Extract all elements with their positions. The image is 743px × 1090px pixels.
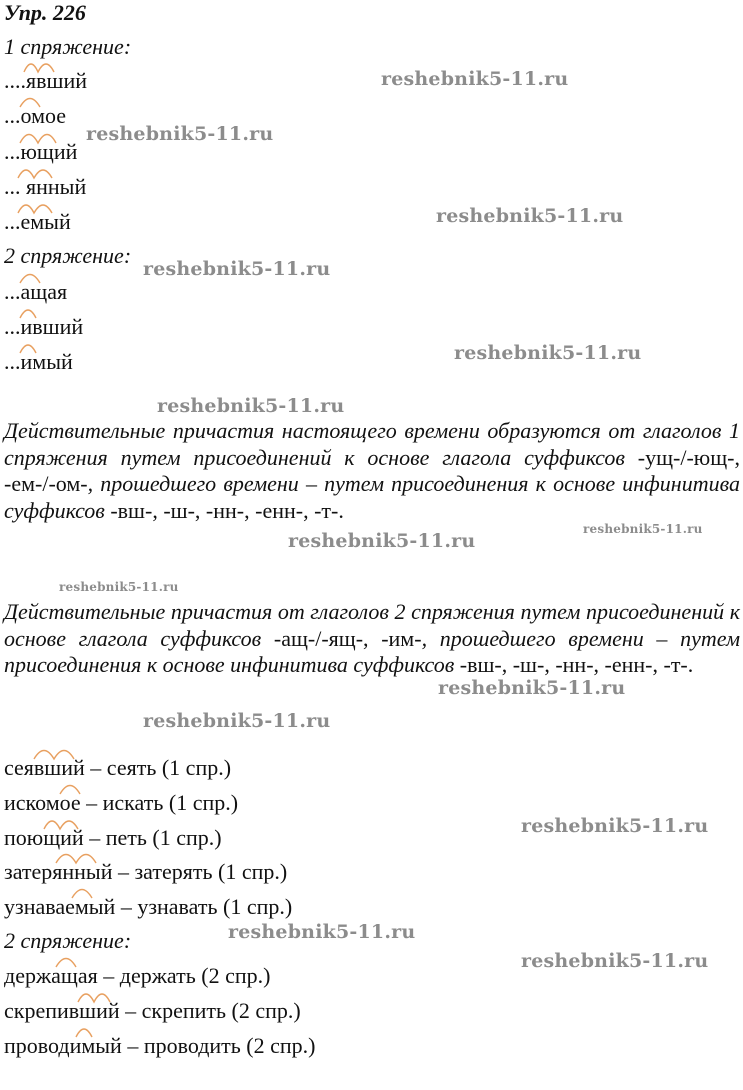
- watermark-text: reshebnik5-11.ru: [438, 677, 626, 699]
- section1-item: ....явший: [4, 68, 87, 93]
- example-line: держащая – держать (2 спр.): [4, 963, 271, 988]
- suffix-arc: [20, 135, 56, 144]
- suffix-arc: [18, 170, 52, 178]
- rule-text: , прошедшего времени – путем присоединения к основе инфинитива суффиксов: [4, 625, 740, 677]
- watermark-text: reshebnik5-11.ru: [381, 68, 569, 90]
- suffix-arc: [56, 959, 76, 968]
- example-line: искомое – искать (1 спр.): [4, 790, 239, 815]
- suffix-arc: [44, 821, 78, 829]
- rule-text: Действительные причастия от глаголов 2 спряжения путем присоединений к основе глагола суффиксов: [4, 599, 740, 651]
- suffix-arc: [34, 751, 74, 760]
- watermark-text: reshebnik5-11.ru: [59, 580, 179, 594]
- section2-item: ...ивший: [4, 314, 84, 339]
- suffix-arc: [20, 345, 36, 353]
- suffix-arc: [20, 310, 36, 318]
- examples2-heading: 2 спряжение:: [4, 928, 132, 953]
- watermark-text: reshebnik5-11.ru: [521, 950, 709, 972]
- suffix-arc: [56, 855, 96, 864]
- watermark-text: reshebnik5-11.ru: [143, 258, 331, 280]
- section1-item: ...ющий: [4, 139, 78, 164]
- example-line: сеявший – сеять (1 спр.): [4, 755, 232, 780]
- suffix-arc: [78, 994, 110, 1002]
- suffix-arc: [60, 786, 80, 795]
- example-line: проводимый – проводить (2 спр.): [4, 1033, 316, 1058]
- section2-item: ...имый: [4, 349, 73, 374]
- suffix-arc: [72, 890, 92, 899]
- section1-heading: 1 спряжение:: [4, 34, 132, 59]
- watermark-text: reshebnik5-11.ru: [86, 123, 274, 145]
- suffix-list: -ущ-/-ющ-, -ем-/-ом-: [4, 444, 740, 496]
- section2-item: ...ащая: [4, 279, 68, 304]
- suffix-arc: [20, 275, 40, 284]
- suffix-list: -вш-, -ш-, -нн-, -енн-, -т-.: [104, 497, 344, 523]
- watermark-text: reshebnik5-11.ru: [583, 522, 703, 536]
- suffix-arc: [76, 1029, 92, 1037]
- exercise-title: Упр. 226: [4, 0, 86, 25]
- suffix-list: -вш-, -ш-, -нн-, -енн-, -т-.: [454, 652, 694, 677]
- watermark-text: reshebnik5-11.ru: [454, 342, 642, 364]
- suffix-arc: [20, 99, 40, 108]
- example-line: поющий – петь (1 спр.): [4, 825, 222, 850]
- watermark-text: reshebnik5-11.ru: [157, 395, 345, 417]
- section1-item: ... янный: [4, 174, 87, 199]
- watermark-text: reshebnik5-11.ru: [228, 921, 416, 943]
- example-line: скрепивший – скрепить (2 спр.): [4, 998, 301, 1023]
- watermark-text: reshebnik5-11.ru: [143, 710, 331, 732]
- suffix-arc: [18, 205, 52, 213]
- section2-heading: 2 спряжение:: [4, 243, 132, 268]
- rule-text: Действительные причастия настоящего времени образуются от глаголов 1 спряжения путем присоединений к основе глагола суффиксов: [4, 418, 740, 470]
- example-line: узнаваемый – узнавать (1 спр.): [4, 894, 293, 919]
- suffix-arc: [24, 64, 54, 72]
- watermark-text: reshebnik5-11.ru: [436, 205, 624, 227]
- rule-text: , прошедшего времени – путем присоединения к основе инфинитива суффиксов: [4, 471, 740, 523]
- section1-item: ...емый: [4, 209, 71, 234]
- example-line: затерянный – затерять (1 спр.): [4, 859, 288, 884]
- suffix-list: -ащ-/-ящ-, -им-: [261, 625, 422, 651]
- section1-item: ...омое: [4, 103, 67, 128]
- watermark-text: reshebnik5-11.ru: [288, 530, 476, 552]
- watermark-text: reshebnik5-11.ru: [521, 815, 709, 837]
